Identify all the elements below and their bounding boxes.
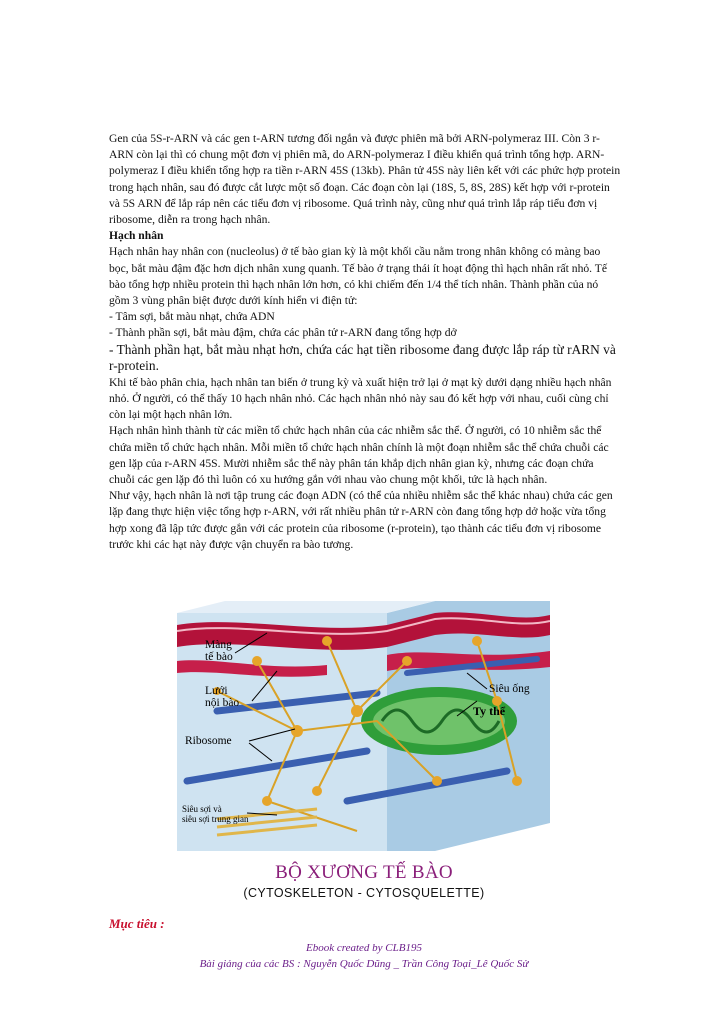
body-text	[109, 131, 621, 553]
paragraph-rrna-genes: Gen của 5S-r-ARN và các gen t-ARN tương đối ngắn và được phiên mã bởi ARN-polymeraz III. Còn 3 r-ARN còn lại thì có chung một đơn vị phiên mã, do ARN-polymeraz I điều khiển quá trình tổng hợp. ARN-polymeraz I điều khiển tổng hợp ra tiền r-ARN 45S (13kb). Phân tử 45S này liên kết với các phức hợp protein trong hạch nhân, sau đó được cắt lược một số đoạn. Các đoạn còn lại (18S, 5, 8S, 28S) kết hợp với r-protein và 5S ARN để lắp ráp nên các tiểu đơn vị ribosome. Quá trình này, cũng như quá trình lắp ráp tiểu đơn vị ribosome, diễn ra trong hạch nhân.	[109, 132, 621, 227]
paragraph-nucleolar-organizer: Hạch nhân hình thành từ các miền tổ chức hạch nhân của các nhiễm sắc thể. Ở người, có 10 nhiễm sắc thể chứa miền tổ chức hạch nhân. Mỗi miền tổ chức hạch nhân chính là một đoạn nhiễm sắc thể chứa chuỗi các gen lặp của r-ARN 45S. Mười nhiễm sắc thể này phân tán khắp dịch nhân gian kỳ, nhưng các đoạn chứa chuỗi các gen lặp đó thì luôn có xu hướng gắn với nhau vào chung một khối, tức là hạch nhân.	[109, 424, 609, 487]
section-title: BỘ XƯƠNG TẾ BÀO	[275, 862, 453, 883]
paragraph-cell-division: Khi tế bào phân chia, hạch nhân tan biến ở trung kỳ và xuất hiện trở lại ở mạt kỳ dưới dạng nhiều hạch nhân nhỏ. Ở người, có thể thấy 10 hạch nhân nhỏ. Các hạch nhân nhỏ này sau đó kết hợp với nhau, cuối cùng chỉ còn lại một hạch nhân lớn.	[109, 375, 612, 422]
list-item-dense-fibrillar: - Thành phần sợi, bắt màu đậm, chứa các phân tử r-ARN đang tổng hợp dở	[109, 326, 457, 340]
label-ribosome: Ribosome	[185, 735, 232, 747]
heading-nucleolus: Hạch nhân	[109, 229, 164, 243]
footer-authors: Bài giảng của các BS : Nguyễn Quốc Dũng _ Trần Công Toại_Lê Quốc Sử	[199, 958, 529, 970]
paragraph-nucleolus-description: Hạch nhân hay nhân con (nucleolus) ở tế bào gian kỳ là một khối cầu nằm trong nhân không có màng bao bọc, bắt màu đậm đặc hơn dịch nhân xung quanh. Tế bào ở trạng thái ít hoạt động thì hạch nhân rất nhỏ. Tế bào tổng hợp nhiều protein thì hạch nhân lớn hơn, có khi chiếm đến 1/4 thể tích nhân. Thành phần của nó gồm 3 vùng phân biệt được dưới kính hiển vi điện tử:	[109, 245, 607, 308]
label-filament-line1: Siêu sợi và	[182, 804, 222, 814]
label-membrane-line1: Màng	[205, 639, 232, 651]
label-membrane-line2: tế bào	[205, 651, 233, 663]
label-mitochondria: Ty thể	[473, 704, 506, 718]
list-item-fibrillar-center: - Tâm sợi, bắt màu nhạt, chứa ADN	[109, 310, 275, 324]
objective-heading: Mục tiêu :	[109, 916, 165, 931]
paragraph-summary: Như vậy, hạch nhân là nơi tập trung các đoạn ADN (có thể của nhiều nhiễm sắc thể khác nhau) chứa các gen lặp đang thực hiện việc tổng hợp r-ARN, với rất nhiều phân tử r-ARN còn đang tổng hợp dở hoặc vừa tổng hợp xong đã lập tức được gắn với các protein của ribosome (r-protein), tạo thành các tiểu đơn vị ribosome trước khi các hạt này được vận chuyển ra bào tương.	[109, 489, 613, 551]
cytoskeleton-figure	[177, 601, 550, 851]
label-filament-line2: siêu sợi trung gian	[182, 814, 249, 824]
section-subtitle: (CYTOSKELETON - CYTOSQUELETTE)	[243, 886, 485, 900]
list-item-granular: - Thành phần hạt, bắt màu nhạt hơn, chứa các hạt tiền ribosome đang được lắp ráp từ rARN và r-protein.	[109, 341, 616, 374]
label-er-line2: nội bào	[205, 697, 240, 709]
label-microtubule: Siêu ống	[489, 683, 530, 695]
label-er-line1: Lưới	[205, 685, 228, 697]
footer-credit: Ebook created by CLB195	[306, 942, 422, 954]
